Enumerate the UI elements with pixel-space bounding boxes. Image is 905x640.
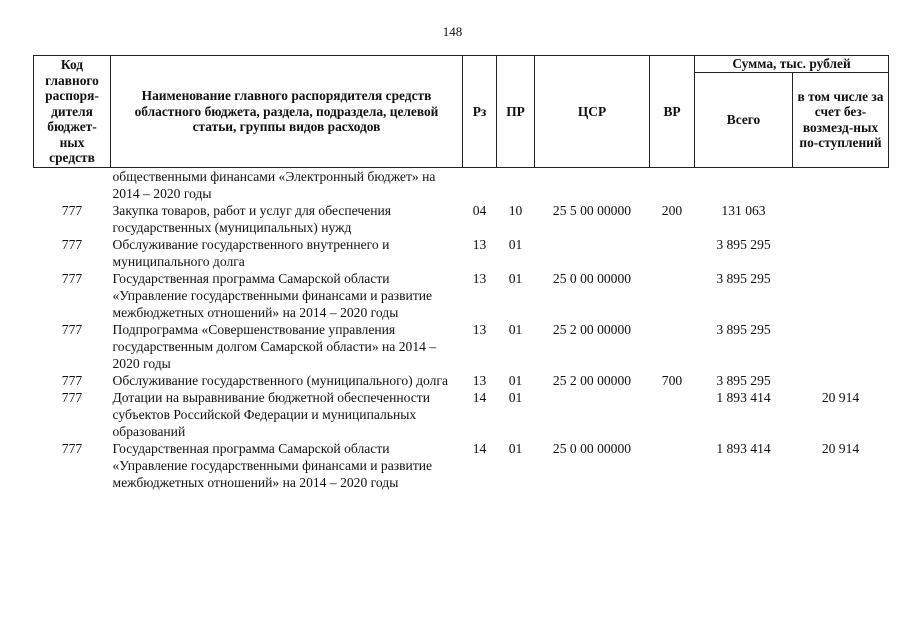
row-vr (650, 321, 695, 372)
row-pr: 01 (508, 389, 523, 405)
table-row (34, 372, 889, 389)
table-row (34, 270, 889, 321)
table-header (34, 56, 889, 168)
row-code: 777 (61, 270, 83, 286)
table-row-continuation (34, 167, 889, 202)
row-pr: 01 (508, 270, 523, 286)
table-row (34, 202, 889, 236)
header-name: Наименование главного распорядителя средств областного бюджета, раздела, подраздела, целевой статьи, группы видов расходов (111, 56, 463, 168)
row-code: 777 (61, 202, 83, 218)
row-total: 3 895 295 (716, 236, 771, 252)
row-pr: 01 (508, 372, 523, 388)
row-total: 3 895 295 (716, 321, 771, 337)
table-row (34, 440, 889, 491)
row-rz: 13 (472, 236, 487, 252)
row-grant (793, 372, 889, 389)
header-total: Всего (695, 73, 793, 168)
row-total: 1 893 414 (716, 440, 771, 456)
header-csr: ЦСР (535, 56, 650, 168)
row-csr (535, 389, 650, 440)
row-pr: 10 (508, 202, 523, 218)
row-rz: 14 (472, 440, 487, 456)
row-total: 1 893 414 (716, 389, 771, 405)
page-number: 148 (442, 24, 463, 39)
budget-table (33, 55, 889, 491)
row-pr: 01 (508, 321, 523, 337)
row-total: 131 063 (721, 202, 766, 218)
row-name: Дотации на выравнивание бюджетной обеспеченности субъектов Российской Федерации и муниципальных образований (112, 389, 431, 439)
row-vr (650, 270, 695, 321)
row-name: Закупка товаров, работ и услуг для обеспечения государственных (муниципальных) нужд (112, 202, 391, 235)
row-pr: 01 (508, 236, 523, 252)
row-vr: 200 (661, 202, 683, 218)
row-grant (793, 236, 889, 270)
header-sum: Сумма, тыс. рублей (695, 56, 889, 73)
row-name: Обслуживание государственного (муниципального) долга (112, 372, 449, 388)
table-row (34, 236, 889, 270)
row-total: 3 895 295 (716, 270, 771, 286)
header-pr: ПР (497, 56, 535, 168)
row-vr (650, 440, 695, 491)
row-vr (650, 389, 695, 440)
header-vr: ВР (650, 56, 695, 168)
header-code: Код главного распоря-дителя бюджет-ных средств (34, 56, 111, 168)
row-code: 777 (61, 440, 83, 456)
row-csr: 25 2 00 00000 (552, 372, 632, 388)
row-vr: 700 (661, 372, 683, 388)
row-csr (535, 236, 650, 270)
row-grant: 20 914 (821, 389, 860, 405)
row-csr: 25 0 00 00000 (552, 440, 632, 456)
row-name: Обслуживание государственного внутреннего и муниципального долга (112, 236, 390, 269)
table-body (34, 167, 889, 491)
row-rz: 14 (472, 389, 487, 405)
row-code: 777 (61, 236, 83, 252)
row-grant (793, 270, 889, 321)
row-name: Государственная программа Самарской области «Управление государственными финансами и развитие межбюджетных отношений» на 2014 – 2020 годы (112, 270, 433, 320)
row-code: 777 (61, 372, 83, 388)
row-total: 3 895 295 (716, 372, 771, 388)
table-row (34, 389, 889, 440)
row-csr: 25 0 00 00000 (552, 270, 632, 286)
row-name: общественными финансами «Электронный бюджет» на 2014 – 2020 годы (112, 168, 436, 201)
row-name: Государственная программа Самарской области «Управление государственными финансами и развитие межбюджетных отношений» на 2014 – 2020 годы (112, 440, 433, 490)
row-rz: 13 (472, 372, 487, 388)
row-name: Подпрограмма «Совершенствование управления государственным долгом Самарской области» на 2014 – 2020 годы (112, 321, 437, 371)
header-rz: Рз (463, 56, 497, 168)
row-grant (793, 321, 889, 372)
row-code: 777 (61, 321, 83, 337)
row-pr: 01 (508, 440, 523, 456)
row-csr: 25 2 00 00000 (552, 321, 632, 337)
row-vr (650, 236, 695, 270)
row-rz: 04 (472, 202, 487, 218)
row-csr: 25 5 00 00000 (552, 202, 632, 218)
row-code: 777 (61, 389, 83, 405)
row-rz: 13 (472, 321, 487, 337)
table-row (34, 321, 889, 372)
row-grant: 20 914 (821, 440, 860, 456)
row-grant (793, 202, 889, 236)
row-rz: 13 (472, 270, 487, 286)
header-grant: в том числе за счет без-возмезд-ных по-ступлений (793, 73, 889, 168)
